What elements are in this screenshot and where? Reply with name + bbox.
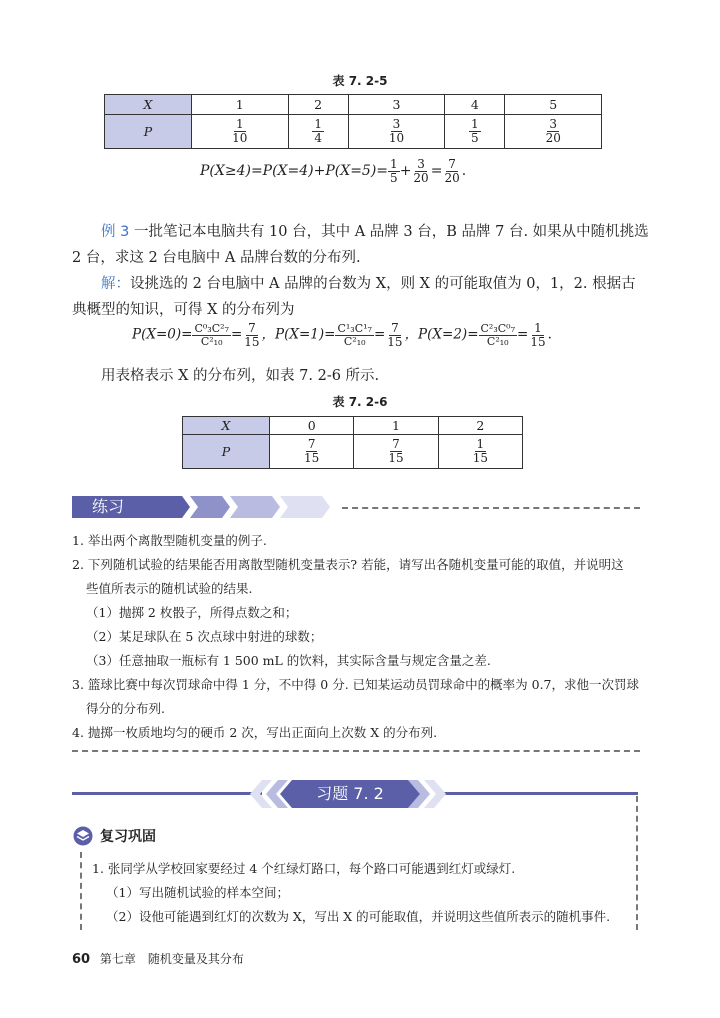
table-cell: $\frac{7}{15}$ [354,435,438,469]
exercises-dashed-left [80,852,82,930]
practice-dashed-top [342,507,640,509]
table-cell: $\frac{3}{10}$ [348,115,445,149]
table-caption: 表 7. 2-5 [332,74,388,88]
table-cell: 1 [192,95,289,115]
table-cell: 0 [270,417,354,435]
page-number: 60 [72,952,91,967]
table-cell: 5 [505,95,602,115]
table-cell: 2 [288,95,348,115]
table-header-x: X [105,95,192,115]
table-cell: 4 [445,95,505,115]
table-cell: $\frac{3}{20}$ [505,115,602,149]
table-cell: $\frac{1}{4}$ [288,115,348,149]
distribution-table-1 [104,94,602,149]
table-cell: $\frac{1}{10}$ [192,115,289,149]
exercise-item-1: 1. 张同学从学校回家要经过 4 个红绿灯路口，每个路口可能遇到红灯或绿灯. [92,861,516,876]
exercises-banner [250,780,450,808]
distribution-table-2 [182,416,523,469]
example-3-line-2: 2 台，求这 2 台电脑中 A 品牌台数的分布列. [72,250,361,266]
practice-dashed-bottom [72,750,640,752]
review-section-title: 复习巩固 [100,829,156,845]
practice-item-3-cont: 得分的分布列. [86,701,165,716]
exercise-item-1-1: （1）写出随机试验的样本空间； [106,885,289,900]
example-label: 例 3 [101,224,130,240]
table-cell: 2 [438,417,522,435]
table-intro: 用表格表示 X 的分布列，如表 7. 2-6 所示. [101,368,380,384]
table-cell: $\frac{7}{15}$ [270,435,354,469]
exercises-dashed-right [636,796,638,930]
exercises-rule-right [440,792,638,795]
practice-item-3: 3. 篮球比赛中每次罚球命中得 1 分，不中得 0 分. 已知某运动员罚球命中的概率为 0.7，求他一次罚球 [72,677,640,692]
probability-formula: P(X≥4)=P(X=4)+P(X=5)= $\frac{1}{5}$ + $\frac{3}{20}$ = $\frac{7}{20}$ . [200,157,467,185]
solution-line-2: 典概型的知识，可得 X 的分布列为 [72,302,295,318]
practice-item-2: 2. 下列随机试验的结果能否用离散型随机变量表示? 若能，请写出各随机变量可能的取值，并说明这 [72,557,624,572]
table-caption: 表 7. 2-6 [332,395,388,409]
solution-line-1: 解：设挑选的 2 台电脑中 A 品牌的台数为 X，则 X 的可能取值为 0，1，2. 根据古 [101,276,636,292]
exercises-rule-left [72,792,262,795]
review-section-header [72,826,156,846]
practice-item-2-3: （3）任意抽取一瓶标有 1 500 mL 的饮料，其实际含量与规定含量之差. [86,653,491,668]
table-cell: $\frac{1}{15}$ [438,435,522,469]
practice-item-2-1: （1）抛掷 2 枚骰子，所得点数之和； [86,605,298,620]
practice-item-2-cont: 些值所表示的随机试验的结果. [86,581,253,596]
table-header-p: P [105,115,192,149]
page-footer [72,950,244,967]
practice-item-4: 4. 抛掷一枚质地均匀的硬币 2 次，写出正面向上次数 X 的分布列. [72,725,438,740]
distribution-formula: P(X=0)= $\frac{\text{C⁰₃C²₇}}{\text{C²₁₀}}$ = $\frac{7}{15}$ ，P(X=1)= $\frac{\text{C¹₃C¹₇}}{\text{C²₁₀}}$ = $\frac{7}{15}$ ，P(X=2)= $\frac{\text{C²₃C⁰₇}}{\text{C²₁₀}}$ = $\frac{1}{15}$ . [132,321,552,349]
table-header-p: P [183,435,270,469]
practice-title: 练习 [92,497,125,516]
chapter-title: 第七章 随机变量及其分布 [99,952,244,966]
exercise-item-1-2: （2）设他可能遇到红灯的次数为 X，写出 X 的可能取值，并说明这些值所表示的随机事件. [106,909,611,924]
solution-label: 解： [101,276,130,292]
table-cell: $\frac{1}{5}$ [445,115,505,149]
exercises-title: 习题 7. 2 [316,784,384,803]
practice-item-1: 1. 举出两个离散型随机变量的例子. [72,533,267,548]
table-cell: 3 [348,95,445,115]
table-cell: 1 [354,417,438,435]
table-header-x: X [183,417,270,435]
example-3-line-1: 例 3 一批笔记本电脑共有 10 台，其中 A 品牌 3 台，B 品牌 7 台. 如果从中随机挑选 [101,224,649,240]
layers-icon [72,826,94,846]
practice-banner [72,496,332,518]
practice-item-2-2: （2）某足球队在 5 次点球中射进的球数； [86,629,323,644]
